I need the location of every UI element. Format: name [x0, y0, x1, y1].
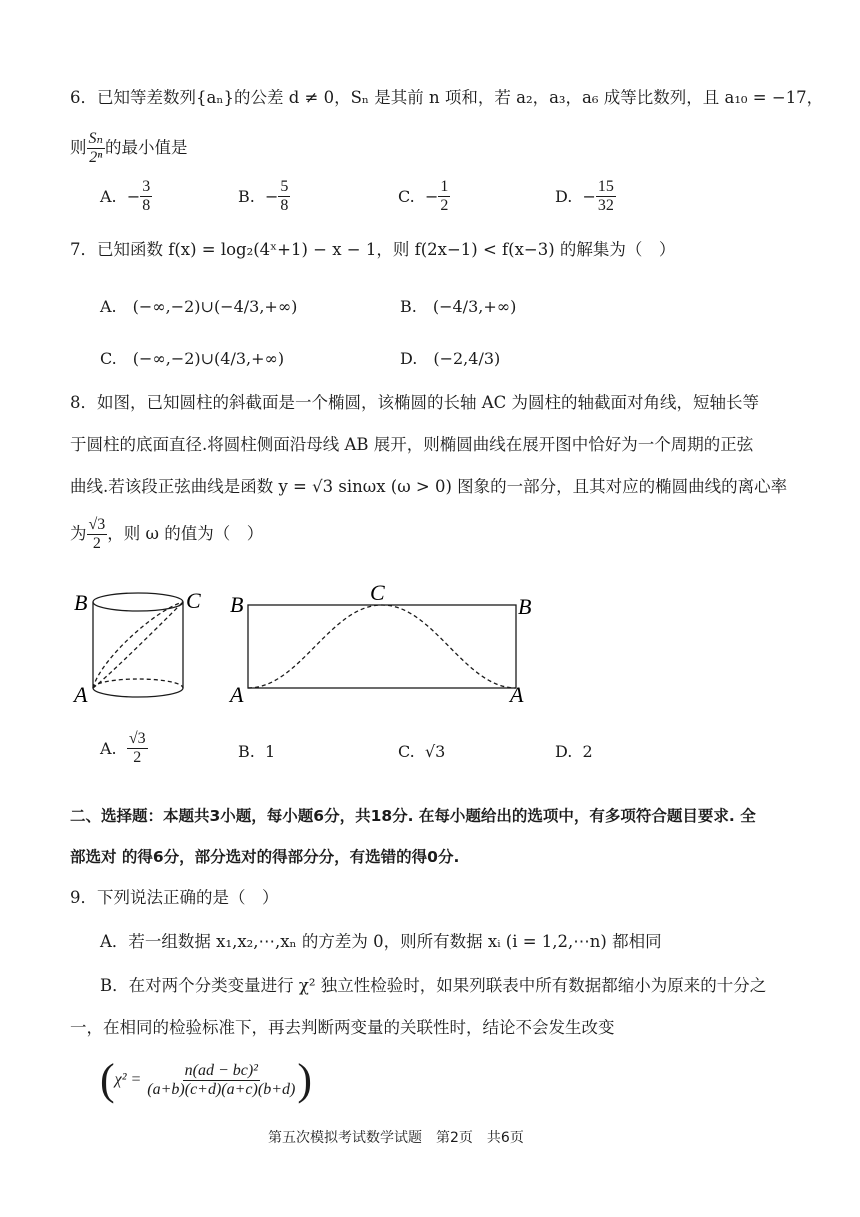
q6-option-c[interactable] — [398, 178, 450, 214]
chi-square-formula — [100, 1055, 312, 1104]
fig2-label-a-left: A — [230, 682, 244, 707]
q6-option-a[interactable] — [100, 178, 152, 214]
q8-suffix: ，则 ω 的值为（ ） — [107, 524, 264, 544]
option-value: √3 — [424, 742, 446, 761]
fig-label-c: C — [186, 588, 201, 613]
q8-prefix: 为 — [70, 524, 87, 544]
section2-heading-line2: 部选对 的得6分，部分选对的得部分分，有选错的得0分. — [70, 848, 460, 866]
fig2-label-c: C — [370, 580, 385, 605]
q8-option-b[interactable] — [238, 742, 275, 761]
option-sign: − — [582, 186, 596, 206]
frac-den: 32 — [597, 196, 614, 214]
q8-figure — [70, 580, 550, 710]
left-paren: ( — [100, 1055, 115, 1104]
q7-option-d[interactable]: D. (−2,4/3) — [400, 349, 501, 368]
option-value: 2 — [582, 742, 593, 761]
formula-num: n(ad − bc)² — [184, 1061, 258, 1079]
fig-label-a: A — [74, 682, 88, 707]
option-fraction — [278, 178, 290, 214]
q8-fraction — [87, 516, 108, 552]
option-fraction — [127, 730, 148, 766]
q8-line3: 曲线.若该段正弦曲线是函数 y = √3 sinωx (ω > 0) 图象的一部分，且其对应的椭圆曲线的离心率 — [70, 477, 788, 496]
q8-line2: 于圆柱的底面直径.将圆柱侧面沿母线 AB 展开，则椭圆曲线在展开图中恰好为一个周期的正弦 — [70, 435, 754, 454]
frac-num: √3 — [88, 516, 106, 533]
q8-option-a[interactable] — [100, 730, 148, 766]
frac-den: 2 — [440, 196, 449, 214]
option-label: A. — [100, 186, 117, 206]
q6-line2 — [70, 130, 187, 166]
cylinder-figure — [93, 593, 183, 697]
formula-den: (a+b)(c+d)(a+c)(b+d) — [147, 1080, 296, 1098]
q6-option-b[interactable] — [238, 178, 290, 214]
frac-den: 2 — [92, 534, 101, 552]
q6-line1: 6．已知等差数列{aₙ}的公差 d ≠ 0，Sₙ 是其前 n 项和，若 a₂，a₃，a₆ 成等比数列，且 a₁₀ = −17， — [70, 88, 824, 107]
frac-num: 15 — [597, 178, 614, 195]
option-label: D. — [555, 742, 573, 761]
option-label: C. — [398, 186, 415, 206]
q8-line1: 8．如图，已知圆柱的斜截面是一个椭圆，该椭圆的长轴 AC 为圆柱的轴截面对角线，短轴长等 — [70, 393, 760, 412]
formula-fraction — [145, 1062, 297, 1098]
frac-den: 2 — [133, 748, 142, 766]
option-label: C. — [398, 742, 415, 761]
q7-option-b[interactable]: B. (−4/3,+∞) — [400, 297, 517, 316]
q8-line4 — [70, 516, 263, 552]
frac-num: √3 — [128, 730, 146, 747]
q7-stem: 7．已知函数 f(x) = log₂(4ˣ+1) − x − 1，则 f(2x−1) < f(x−3) 的解集为（ ） — [70, 240, 676, 259]
option-label: B. — [238, 186, 255, 206]
q9-option-a[interactable]: A．若一组数据 x₁,x₂,⋯,xₙ 的方差为 0，则所有数据 xᵢ (i = 1,2,⋯n) 都相同 — [100, 932, 662, 951]
frac-num: 3 — [142, 178, 151, 195]
option-fraction — [596, 178, 616, 214]
q6-fraction — [87, 130, 105, 166]
section2-heading-line1: 二、选择题：本题共3小题，每小题6分，共18分. 在每小题给出的选项中，有多项符合题目要求. 全 — [70, 807, 756, 825]
frac-num: 1 — [440, 178, 449, 195]
option-fraction — [140, 178, 152, 214]
q9-option-b-line2: 一，在相同的检验标准下，再去判断两变量的关联性时，结论不会发生改变 — [70, 1018, 615, 1037]
fig-label-b: B — [74, 590, 88, 615]
q8-option-c[interactable] — [398, 742, 445, 761]
frac-num: 5 — [280, 178, 289, 195]
q7-option-a[interactable]: A. (−∞,−2)∪(−4/3,+∞) — [100, 297, 298, 316]
q6-suffix: 的最小值是 — [104, 138, 188, 158]
frac-den: 8 — [142, 196, 151, 214]
option-sign: − — [126, 186, 141, 206]
option-fraction — [438, 178, 450, 214]
fig2-label-b-right: B — [518, 594, 532, 619]
q6-frac-num: Sₙ — [88, 130, 103, 147]
option-label: A. — [100, 738, 117, 758]
q7-option-c[interactable]: C. (−∞,−2)∪(4/3,+∞) — [100, 349, 285, 368]
unrolled-figure — [248, 605, 516, 688]
q6-option-d[interactable] — [555, 178, 616, 214]
option-label: D. — [555, 186, 573, 206]
frac-den: 8 — [280, 196, 289, 214]
q9-stem: 9．下列说法正确的是（ ） — [70, 888, 279, 907]
right-paren: ) — [297, 1055, 312, 1104]
page-footer: 第五次模拟考试数学试题 第2页 共6页 — [268, 1130, 524, 1146]
q8-option-d[interactable] — [555, 742, 593, 761]
option-label: B. — [238, 742, 255, 761]
formula-lhs: χ² = — [114, 1071, 142, 1088]
option-sign: − — [424, 186, 439, 206]
fig2-label-a-right: A — [510, 682, 524, 707]
fig2-label-b-left: B — [230, 592, 244, 617]
q9-option-b-line1[interactable]: B．在对两个分类变量进行 χ² 独立性检验时，如果列联表中所有数据都缩小为原来的十分之 — [100, 976, 767, 995]
option-sign: − — [265, 186, 279, 206]
q6-prefix: 则 — [70, 138, 87, 158]
option-value: 1 — [265, 742, 276, 761]
q6-frac-den: 2ⁿ — [89, 148, 103, 166]
